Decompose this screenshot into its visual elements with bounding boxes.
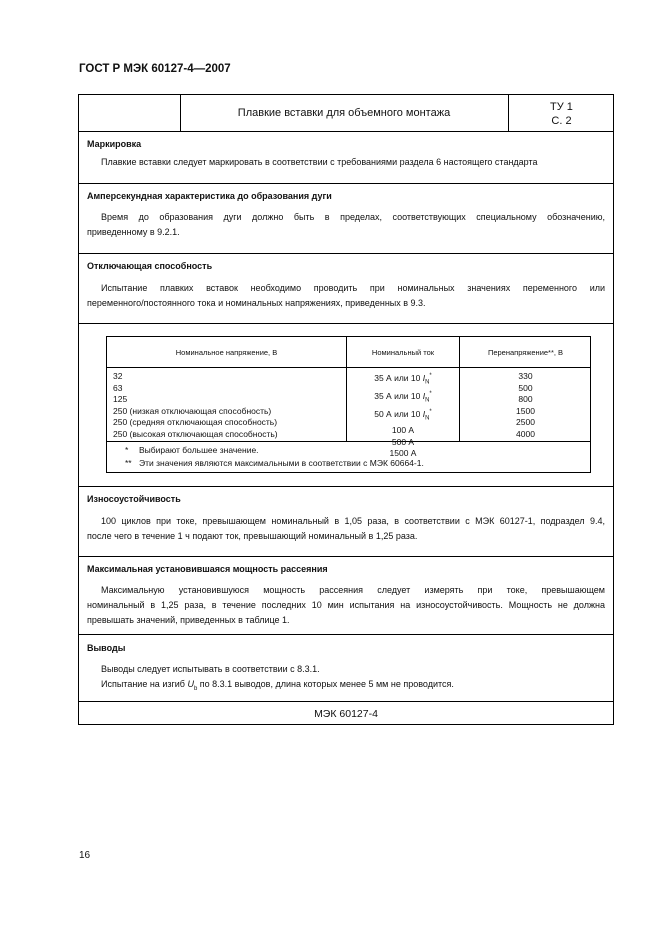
page-number: 16 bbox=[79, 850, 91, 861]
section-title-marking: Маркировка bbox=[87, 139, 142, 149]
current-value: 35 А или 10 bbox=[374, 390, 423, 401]
text-line: номинальный в 1,25 раза, в течение последних 10 мин испытания на износоустойчивость. Мощность не должна bbox=[87, 600, 605, 610]
cell-voltage: 63 bbox=[113, 382, 123, 393]
column-voltage bbox=[113, 371, 278, 440]
header-current: Номинальный ток bbox=[371, 347, 435, 357]
text-line: Плавкие вставки следует маркировать в соответствии с требованиями раздела 6 настоящего стандарта bbox=[101, 157, 538, 167]
spec-title: Плавкие вставки для объемного монтажа bbox=[237, 107, 451, 119]
cell-voltage: 250 (низкая отключающая способность) bbox=[113, 405, 272, 416]
cell-current: 1500 А bbox=[389, 448, 417, 459]
header-overvoltage: Перенапряжение**, В bbox=[487, 347, 564, 357]
text-line: 100 циклов при токе, превышающем номинальный в 1,05 раза, в соответствии с МЭК 60127-1, подраздел 9.4, bbox=[101, 516, 605, 526]
cell-overvoltage: 4000 bbox=[516, 428, 535, 439]
section-text-endurance bbox=[87, 514, 605, 544]
note-mark: * bbox=[429, 391, 432, 398]
tu-label bbox=[509, 100, 614, 128]
current-subscript: N bbox=[425, 415, 430, 422]
cell-voltage: 32 bbox=[113, 371, 123, 381]
tu-page: С. 2 bbox=[551, 115, 572, 127]
symbol: U bbox=[187, 679, 194, 689]
note-mark: ** bbox=[125, 458, 132, 468]
column-overvoltage bbox=[460, 371, 591, 440]
cell-current: 100 А bbox=[391, 425, 415, 436]
section-text-ampere-second bbox=[87, 210, 605, 240]
cell-current bbox=[347, 407, 459, 425]
text-line bbox=[87, 677, 605, 697]
section-text-terminals bbox=[87, 662, 605, 697]
note-line bbox=[125, 444, 424, 457]
divider bbox=[79, 486, 613, 487]
note-text: Эти значения являются максимальными в соответствии с МЭК 60664-1. bbox=[139, 458, 424, 468]
cell-voltage: 125 bbox=[113, 394, 128, 404]
cell-overvoltage: 500 bbox=[518, 382, 533, 393]
current-symbol: I bbox=[422, 390, 426, 401]
note-line bbox=[125, 457, 424, 470]
table-notes bbox=[125, 444, 424, 470]
section-text-marking bbox=[87, 155, 605, 170]
section-title-breaking: Отключающая способность bbox=[87, 261, 213, 271]
tu-number: ТУ 1 bbox=[550, 101, 573, 113]
cell-voltage: 250 (средняя отключающая способность) bbox=[113, 417, 278, 427]
text-fragment: Испытание на изгиб bbox=[101, 679, 188, 689]
divider bbox=[79, 183, 613, 184]
cell-overvoltage: 2500 bbox=[516, 417, 535, 427]
current-subscript: N bbox=[425, 397, 430, 404]
section-text-breaking bbox=[87, 281, 605, 311]
text-line: Максимальную установившуюся мощность рассеяния следует измерять при токе, превышающем bbox=[101, 585, 605, 595]
note-text: Выбирают большее значение. bbox=[139, 445, 259, 455]
header-voltage: Номинальное напряжение, В bbox=[175, 347, 278, 357]
current-subscript: N bbox=[425, 379, 430, 386]
divider bbox=[79, 323, 613, 324]
text-line: Выводы следует испытывать в соответствии с 8.3.1. bbox=[101, 664, 320, 674]
spec-frame bbox=[78, 94, 614, 725]
text-line: после чего в течение 1 ч подают ток, превышающий номинальный в 1,25 раза. bbox=[87, 531, 418, 541]
divider bbox=[79, 131, 613, 132]
note-mark: * bbox=[125, 445, 129, 455]
section-title-endurance: Износоустойчивость bbox=[87, 494, 181, 504]
divider bbox=[79, 253, 613, 254]
divider bbox=[79, 556, 613, 557]
breaking-capacity-table bbox=[106, 336, 591, 473]
current-value: 50 А или 10 bbox=[374, 408, 423, 419]
divider bbox=[79, 701, 613, 702]
divider bbox=[79, 634, 613, 635]
cell-overvoltage: 330 bbox=[518, 371, 533, 381]
cell-overvoltage: 800 bbox=[518, 394, 533, 404]
document-header: ГОСТ Р МЭК 60127-4—2007 bbox=[79, 63, 231, 75]
note-mark: * bbox=[429, 373, 432, 379]
text-fragment: по 8.3.1 выводов, длина которых менее 5 мм не проводится. bbox=[197, 679, 454, 689]
section-title-terminals: Выводы bbox=[87, 643, 126, 653]
note-mark: * bbox=[429, 409, 432, 416]
subscript: b bbox=[193, 685, 198, 692]
section-title-dissipation: Максимальная установившаяся мощность рассеяния bbox=[87, 564, 328, 574]
current-value: 35 А или 10 bbox=[374, 372, 423, 383]
current-symbol: I bbox=[422, 408, 426, 419]
divider bbox=[107, 367, 590, 368]
text-line: переменного/постоянного тока и номинальных напряжениях, приведенных в 9.3. bbox=[87, 298, 426, 308]
footer-code: МЭК 60127-4 bbox=[314, 708, 378, 720]
text-line: Испытание плавких вставок необходимо проводить при номинальных значениях переменного или bbox=[101, 283, 605, 293]
cell-overvoltage: 1500 bbox=[516, 405, 535, 416]
section-title-ampere-second: Амперсекундная характеристика до образования дуги bbox=[87, 191, 332, 201]
text-line: превышать значений, приведенных в таблице 1. bbox=[87, 615, 290, 625]
current-symbol: I bbox=[422, 372, 426, 383]
text-line: приведенному в 9.2.1. bbox=[87, 227, 180, 237]
cell-voltage: 250 (высокая отключающая способность) bbox=[113, 428, 278, 439]
cell-current bbox=[347, 389, 459, 407]
section-text-dissipation bbox=[87, 583, 605, 628]
cell-current bbox=[347, 371, 459, 389]
text-line: Время до образования дуги должно быть в пределах, соответствующих специальному обозначению, bbox=[101, 212, 605, 222]
cell-current: 500 А bbox=[391, 436, 415, 447]
